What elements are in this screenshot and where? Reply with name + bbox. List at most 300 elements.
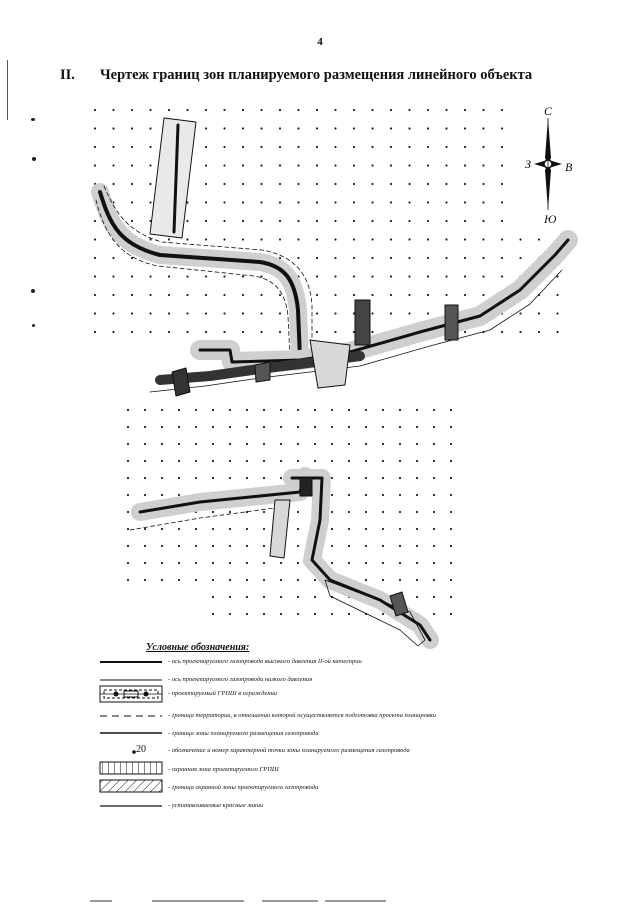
grid-dot bbox=[297, 409, 299, 411]
grid-dot bbox=[205, 164, 207, 166]
grid-dot bbox=[131, 146, 133, 148]
grid-dot bbox=[482, 146, 484, 148]
grid-dot bbox=[464, 275, 466, 277]
grid-dot bbox=[464, 164, 466, 166]
grid-dot bbox=[408, 146, 410, 148]
grid-dot bbox=[195, 545, 197, 547]
grid-dot bbox=[334, 109, 336, 111]
grid-dot bbox=[316, 312, 318, 314]
grid-dot bbox=[263, 409, 265, 411]
grid-dot bbox=[408, 164, 410, 166]
grid-dot bbox=[316, 109, 318, 111]
grid-dot bbox=[314, 579, 316, 581]
grid-dot bbox=[127, 477, 129, 479]
grid-dot bbox=[399, 409, 401, 411]
grid-dot bbox=[365, 477, 367, 479]
grid-dot bbox=[416, 528, 418, 530]
grid-dot bbox=[242, 312, 244, 314]
grid-dot bbox=[408, 127, 410, 129]
grid-dot bbox=[246, 477, 248, 479]
grid-dot bbox=[316, 275, 318, 277]
legend-point-number: 20 bbox=[136, 744, 146, 755]
grid-dot bbox=[427, 146, 429, 148]
grid-dot bbox=[390, 275, 392, 277]
grid-dot bbox=[501, 238, 503, 240]
grid-dot bbox=[445, 201, 447, 203]
grid-dot bbox=[331, 443, 333, 445]
legend-item-text: - охранная зона проектируемого ГРПШ bbox=[168, 766, 279, 773]
grid-dot bbox=[280, 596, 282, 598]
grid-dot bbox=[331, 562, 333, 564]
grid-dot bbox=[205, 109, 207, 111]
grid-dot bbox=[279, 220, 281, 222]
legend-item bbox=[100, 686, 560, 706]
grid-dot bbox=[280, 460, 282, 462]
grid-dot bbox=[279, 127, 281, 129]
grid-dot bbox=[334, 294, 336, 296]
grid-dot bbox=[195, 579, 197, 581]
grid-dot bbox=[280, 443, 282, 445]
grid-dot bbox=[297, 257, 299, 259]
grid-dot bbox=[94, 220, 96, 222]
grid-dot bbox=[450, 545, 452, 547]
grid-dot bbox=[390, 294, 392, 296]
grid-dot bbox=[212, 596, 214, 598]
grid-dot bbox=[131, 294, 133, 296]
grid-dot bbox=[161, 443, 163, 445]
grid-dot bbox=[348, 494, 350, 496]
grid-dot bbox=[297, 109, 299, 111]
grid-dot bbox=[382, 443, 384, 445]
grid-dot bbox=[149, 275, 151, 277]
grid-dot bbox=[501, 127, 503, 129]
grid-dot bbox=[205, 275, 207, 277]
grid-dot bbox=[382, 579, 384, 581]
grid-dot bbox=[186, 275, 188, 277]
grid-dot bbox=[242, 201, 244, 203]
grid-dot bbox=[365, 545, 367, 547]
section-number: II. bbox=[60, 67, 75, 83]
grid-dot bbox=[316, 220, 318, 222]
grid-dot bbox=[212, 528, 214, 530]
grid-dot bbox=[260, 146, 262, 148]
grid-dot bbox=[144, 426, 146, 428]
grid-dot bbox=[416, 579, 418, 581]
grid-dot bbox=[450, 494, 452, 496]
legend-item bbox=[100, 743, 560, 763]
grid-dot bbox=[433, 545, 435, 547]
grid-dot bbox=[205, 238, 207, 240]
pipeline-zone-upper bbox=[96, 118, 568, 396]
grid-dot bbox=[445, 257, 447, 259]
grid-dot bbox=[353, 220, 355, 222]
grid-dot bbox=[390, 220, 392, 222]
grid-dot bbox=[353, 201, 355, 203]
grid-dot bbox=[501, 164, 503, 166]
grid-dot bbox=[186, 331, 188, 333]
grid-dot bbox=[433, 460, 435, 462]
grid-dot bbox=[246, 426, 248, 428]
grid-dot bbox=[246, 613, 248, 615]
grid-dot bbox=[94, 109, 96, 111]
grid-dot bbox=[334, 164, 336, 166]
grid-dot bbox=[464, 220, 466, 222]
grid-dot bbox=[112, 312, 114, 314]
grid-dot bbox=[538, 331, 540, 333]
grid-dot bbox=[416, 477, 418, 479]
grid-dot bbox=[353, 146, 355, 148]
grid-dot bbox=[390, 257, 392, 259]
grid-dot bbox=[112, 127, 114, 129]
grid-dot bbox=[223, 164, 225, 166]
grid-dot bbox=[408, 312, 410, 314]
grid-dot bbox=[445, 294, 447, 296]
grid-dot bbox=[94, 294, 96, 296]
grid-dot bbox=[168, 331, 170, 333]
grid-dot bbox=[161, 426, 163, 428]
grid-dot bbox=[482, 109, 484, 111]
grid-dot bbox=[242, 183, 244, 185]
legend-item-text: - ось проектируемого газопровода высокого давления II-ой категории bbox=[168, 658, 362, 665]
grid-dot bbox=[353, 275, 355, 277]
grid-dot bbox=[242, 238, 244, 240]
grid-dot bbox=[246, 562, 248, 564]
grid-dot bbox=[331, 613, 333, 615]
grid-dot bbox=[450, 443, 452, 445]
grid-dot bbox=[556, 331, 558, 333]
grid-dot bbox=[229, 511, 231, 513]
grid-dot bbox=[348, 528, 350, 530]
grid-dot bbox=[149, 164, 151, 166]
grid-dot bbox=[433, 409, 435, 411]
grid-dot bbox=[519, 257, 521, 259]
grid-dot bbox=[195, 443, 197, 445]
grid-dot bbox=[482, 257, 484, 259]
grid-dot bbox=[178, 579, 180, 581]
grid-dot bbox=[229, 460, 231, 462]
grid-dot bbox=[334, 257, 336, 259]
grid-dot bbox=[334, 220, 336, 222]
grid-dot bbox=[186, 312, 188, 314]
grid-dot bbox=[149, 201, 151, 203]
grid-dot bbox=[331, 511, 333, 513]
grid-dot bbox=[399, 460, 401, 462]
grid-dot bbox=[482, 183, 484, 185]
grid-dot bbox=[331, 426, 333, 428]
grid-dot bbox=[297, 460, 299, 462]
grid-dot bbox=[223, 127, 225, 129]
grid-dot bbox=[353, 257, 355, 259]
grid-dot bbox=[127, 409, 129, 411]
grid-dot bbox=[212, 443, 214, 445]
grid-dot bbox=[427, 183, 429, 185]
grid-dot bbox=[246, 545, 248, 547]
grid-dot bbox=[178, 409, 180, 411]
grid-dot bbox=[501, 146, 503, 148]
grid-dot bbox=[464, 331, 466, 333]
grid-dot bbox=[390, 312, 392, 314]
grid-dot bbox=[279, 146, 281, 148]
legend-item bbox=[100, 762, 560, 782]
grid-dot bbox=[399, 579, 401, 581]
grid-dot bbox=[390, 238, 392, 240]
compass-north-label: С bbox=[544, 104, 553, 118]
grid-dot bbox=[260, 183, 262, 185]
grid-dot bbox=[260, 238, 262, 240]
grid-dot bbox=[382, 562, 384, 564]
grid-dot bbox=[408, 201, 410, 203]
grid-dot bbox=[131, 331, 133, 333]
grid-dot bbox=[161, 409, 163, 411]
grid-dot bbox=[205, 127, 207, 129]
grid-dot bbox=[223, 201, 225, 203]
grid-dot bbox=[178, 477, 180, 479]
grid-dot bbox=[260, 201, 262, 203]
grid-dot bbox=[242, 220, 244, 222]
grid-dot bbox=[433, 562, 435, 564]
grid-dot bbox=[94, 257, 96, 259]
grid-dot bbox=[127, 443, 129, 445]
grid-dot bbox=[416, 494, 418, 496]
grid-dot bbox=[195, 460, 197, 462]
grid-dot bbox=[334, 127, 336, 129]
grid-dot bbox=[408, 183, 410, 185]
grid-dot bbox=[427, 238, 429, 240]
grid-dot bbox=[260, 164, 262, 166]
grid-dot bbox=[144, 443, 146, 445]
grid-dot bbox=[212, 460, 214, 462]
grid-dot bbox=[246, 596, 248, 598]
grid-dot bbox=[464, 109, 466, 111]
grid-dot bbox=[365, 528, 367, 530]
grid-dot bbox=[390, 109, 392, 111]
grid-dot bbox=[205, 183, 207, 185]
grid-dot bbox=[297, 443, 299, 445]
grid-dot bbox=[229, 443, 231, 445]
legend-item bbox=[100, 798, 560, 818]
grid-dot bbox=[433, 494, 435, 496]
grid-dot bbox=[390, 201, 392, 203]
grid-dot bbox=[416, 426, 418, 428]
grid-dot bbox=[229, 426, 231, 428]
compass-west-label: З bbox=[525, 157, 531, 171]
grid-dot bbox=[94, 164, 96, 166]
grid-dot bbox=[382, 426, 384, 428]
grid-dot bbox=[242, 275, 244, 277]
grid-dot bbox=[205, 331, 207, 333]
grid-dot bbox=[260, 220, 262, 222]
grid-dot bbox=[144, 460, 146, 462]
grid-dot bbox=[408, 109, 410, 111]
grid-dot bbox=[297, 596, 299, 598]
grid-dot bbox=[331, 494, 333, 496]
grid-dot bbox=[314, 596, 316, 598]
grid-dot bbox=[399, 443, 401, 445]
grid-dot bbox=[464, 257, 466, 259]
grid-dot bbox=[263, 596, 265, 598]
grid-dot bbox=[348, 511, 350, 513]
grid-dot bbox=[390, 127, 392, 129]
grid-dot bbox=[382, 494, 384, 496]
grid-dot bbox=[127, 528, 129, 530]
grid-dot bbox=[144, 477, 146, 479]
grid-dot bbox=[205, 220, 207, 222]
grid-dot bbox=[212, 545, 214, 547]
grid-dot bbox=[149, 331, 151, 333]
grid-dot bbox=[334, 201, 336, 203]
grid-dot bbox=[371, 238, 373, 240]
grid-dot bbox=[348, 443, 350, 445]
legend-item-text: - ось проектируемого газопровода низкого давления bbox=[168, 676, 313, 683]
grid-dot bbox=[260, 127, 262, 129]
grid-dot bbox=[348, 477, 350, 479]
grid-dot bbox=[242, 294, 244, 296]
grid-dot bbox=[450, 426, 452, 428]
grid-dot bbox=[445, 146, 447, 148]
grid-dot bbox=[168, 109, 170, 111]
grid-dot bbox=[229, 579, 231, 581]
grid-dot bbox=[263, 528, 265, 530]
legend-item-text: - устанавливаемые красные линии bbox=[168, 802, 264, 809]
grid-dot bbox=[316, 238, 318, 240]
grid-dot bbox=[353, 127, 355, 129]
grid-dot bbox=[112, 183, 114, 185]
section-title-text: Чертеж границ зон планируемого размещения линейного объекта bbox=[100, 67, 533, 83]
grid-dot bbox=[416, 596, 418, 598]
grid-dot bbox=[450, 562, 452, 564]
grid-dot bbox=[297, 579, 299, 581]
grid-dot bbox=[168, 238, 170, 240]
grid-dot bbox=[279, 183, 281, 185]
grid-dot bbox=[297, 545, 299, 547]
grid-dot bbox=[297, 528, 299, 530]
grid-dot bbox=[144, 409, 146, 411]
grid-dot bbox=[195, 409, 197, 411]
grid-dot bbox=[427, 294, 429, 296]
grid-dot bbox=[94, 146, 96, 148]
grid-dot bbox=[314, 613, 316, 615]
grid-dot bbox=[450, 579, 452, 581]
page-number: 4 bbox=[317, 36, 323, 48]
grid-dot bbox=[178, 494, 180, 496]
grid-dot bbox=[348, 613, 350, 615]
grid-dot bbox=[131, 201, 133, 203]
grid-dot bbox=[144, 494, 146, 496]
grid-dot bbox=[445, 127, 447, 129]
grid-dot bbox=[353, 183, 355, 185]
grid-dot bbox=[212, 579, 214, 581]
grid-dot bbox=[246, 409, 248, 411]
grid-dot bbox=[371, 183, 373, 185]
grid-dot bbox=[186, 238, 188, 240]
grid-dot bbox=[334, 238, 336, 240]
grid-dot bbox=[450, 511, 452, 513]
grid-dot bbox=[445, 238, 447, 240]
grid-dot bbox=[408, 257, 410, 259]
grid-dot bbox=[131, 220, 133, 222]
grid-dot bbox=[399, 528, 401, 530]
grid-dot bbox=[263, 477, 265, 479]
grid-dot bbox=[263, 613, 265, 615]
grid-dot bbox=[112, 331, 114, 333]
grid-dot bbox=[433, 596, 435, 598]
grid-dot bbox=[433, 443, 435, 445]
grid-dot bbox=[365, 494, 367, 496]
grid-dot bbox=[365, 511, 367, 513]
grid-dot bbox=[450, 613, 452, 615]
grid-dot bbox=[212, 409, 214, 411]
grid-dot bbox=[445, 220, 447, 222]
grid-dot bbox=[279, 238, 281, 240]
grid-dot bbox=[416, 545, 418, 547]
grid-dot bbox=[365, 409, 367, 411]
grid-dot bbox=[131, 183, 133, 185]
grid-dot bbox=[316, 127, 318, 129]
grid-dot bbox=[399, 511, 401, 513]
grid-dot bbox=[223, 331, 225, 333]
grid-dot bbox=[223, 312, 225, 314]
grid-dot bbox=[223, 294, 225, 296]
grid-dot bbox=[334, 331, 336, 333]
grid-dot bbox=[382, 409, 384, 411]
grid-dot bbox=[127, 426, 129, 428]
grid-dot bbox=[212, 477, 214, 479]
legend-title: Условные обозначения: bbox=[146, 642, 250, 653]
grid-dot bbox=[365, 460, 367, 462]
grid-dot bbox=[464, 127, 466, 129]
grid-dot bbox=[482, 164, 484, 166]
grid-dot bbox=[416, 562, 418, 564]
grid-dot bbox=[427, 257, 429, 259]
grid-dot bbox=[371, 257, 373, 259]
grid-dot bbox=[144, 545, 146, 547]
legend-item-text: - граница охранной зоны проектируемого газопровода bbox=[168, 784, 319, 791]
grid-dot bbox=[178, 426, 180, 428]
grid-dot bbox=[334, 275, 336, 277]
grid-dot bbox=[371, 312, 373, 314]
grid-dot bbox=[263, 579, 265, 581]
compass-rose bbox=[534, 118, 562, 210]
legend-item-text: - проектируемый ГРПШ в ограждении bbox=[168, 690, 278, 697]
grid-dot bbox=[260, 294, 262, 296]
grid-dot bbox=[246, 443, 248, 445]
grid-dot bbox=[382, 545, 384, 547]
grid-dot bbox=[186, 220, 188, 222]
grid-dot bbox=[408, 294, 410, 296]
grid-dot bbox=[433, 511, 435, 513]
grid-dot bbox=[482, 220, 484, 222]
grid-dot bbox=[186, 294, 188, 296]
grid-dot bbox=[297, 511, 299, 513]
grid-dot bbox=[195, 426, 197, 428]
grid-dot bbox=[131, 127, 133, 129]
grid-dot bbox=[445, 109, 447, 111]
grid-dot bbox=[408, 238, 410, 240]
grid-dot bbox=[168, 275, 170, 277]
grid-dot bbox=[229, 528, 231, 530]
grid-dot bbox=[519, 238, 521, 240]
grid-dot bbox=[112, 164, 114, 166]
grid-dot bbox=[279, 331, 281, 333]
grid-dot bbox=[149, 146, 151, 148]
grid-dot bbox=[149, 183, 151, 185]
legend-item-text: - граница зоны планируемого размещения газопровода bbox=[168, 730, 319, 737]
grid-dot bbox=[297, 613, 299, 615]
grid-dot bbox=[501, 220, 503, 222]
grid-dot bbox=[178, 460, 180, 462]
grid-dot bbox=[371, 275, 373, 277]
grid-dot bbox=[371, 201, 373, 203]
